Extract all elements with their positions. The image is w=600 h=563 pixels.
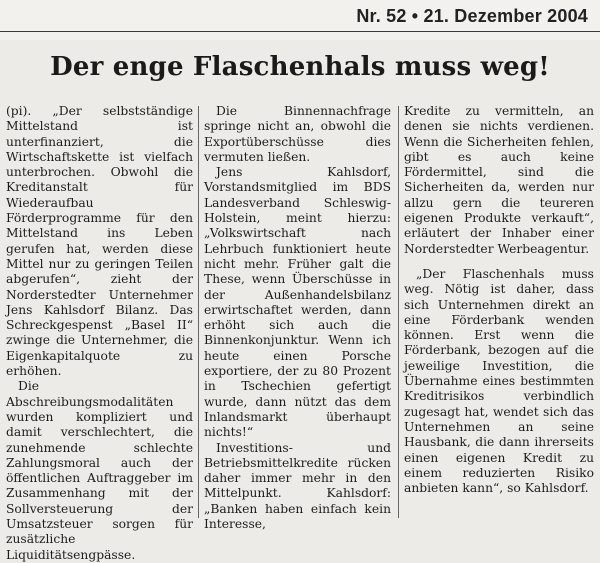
article-column-2	[204, 104, 391, 532]
column-divider	[198, 106, 199, 518]
header-rule	[0, 31, 600, 32]
paragraph: Die Binnennachfrage springe nicht an, obwohl die Exportüberschüsse dies vermuten ließen.	[204, 104, 391, 164]
issue-date: Nr. 52 • 21. Dezember 2004	[356, 6, 588, 26]
paragraph: „Der Flaschenhals muss weg. Nötig ist daher, dass sich Unternehmen direkt an eine Förderbank wenden können. Erst wenn die Förderbank, bezogen auf die jeweilige Investition, die Übernahme eines bestimmten Kreditrisikos verbindlich zugesagt hat, wendet sich das Unternehmen an seine Hausbank, die dann ihrerseits einen eigenen Kredit zu einem reduzierten Risiko anbieten kann“, so Kahlsdorf.	[404, 266, 594, 496]
article-headline: Der enge Flaschenhals muss weg!	[50, 52, 550, 82]
paragraph: Investitions- und Betriebsmittelkredite rücken daher immer mehr in den Mittelpunkt. Kahlsdorf: „Banken haben einfach kein Interesse,	[204, 440, 391, 532]
paragraph: (pi). „Der selbstständige Mittelstand ist unterfinanziert, die Wirtschaftskette ist vielfach unterbrochen. Obwohl die Kreditanstalt für Wiederaufbau Förderprogramme für den Mittelstand ins Leben gerufen hat, werden diese Mittel nur zu geringen Teilen abgerufen“, zieht der Norderstedter Unternehmer Jens Kahlsdorf Bilanz. Das Schreckgespenst „Basel II“ zwinge die Unternehmer, die Eigenkapitalquote zu erhöhen.	[6, 104, 193, 379]
article-column-3	[404, 104, 594, 522]
article-body	[6, 104, 594, 562]
article-column-1	[6, 104, 193, 562]
paragraph: Die Abschreibungsmodalitäten wurden kompliziert und damit verschlechtert, die zunehmende schlechte Zahlungsmoral auch der öffentlichen Auftraggeber im Zusammenhang mit der Sollversteuerung der Umsatzsteuer sorgen für zusätzliche Liquiditätsengpässe.	[6, 379, 193, 562]
column-divider	[398, 106, 399, 518]
paragraph: Jens Kahlsdorf, Vorstandsmitglied im BDS Landesverband Schleswig-Holstein, meint hierzu: „Volkswirtschaft nach Lehrbuch funktioniert heute nicht mehr. Früher galt die These, wenn Überschüsse in der Außenhandelsbilanz erwirtschaftet werden, dann erhöht sich auch die Binnenkonjunktur. Wenn ich heute einen Porsche exportiere, der zu 80 Prozent in Tschechien gefertigt wurde, dann nützt das dem Inlandsmarkt überhaupt nichts!“	[204, 165, 391, 440]
paragraph: Kredite zu vermitteln, an denen sie nichts verdienen. Wenn die Sicherheiten fehlen, gibt es auch keine Fördermittel, sind die Sicherheiten da, werden nur allzu gern die teureren eigenen Produkte verkauft“, erläutert der Inhaber einer Norderstedter Werbeagentur.	[404, 104, 594, 256]
